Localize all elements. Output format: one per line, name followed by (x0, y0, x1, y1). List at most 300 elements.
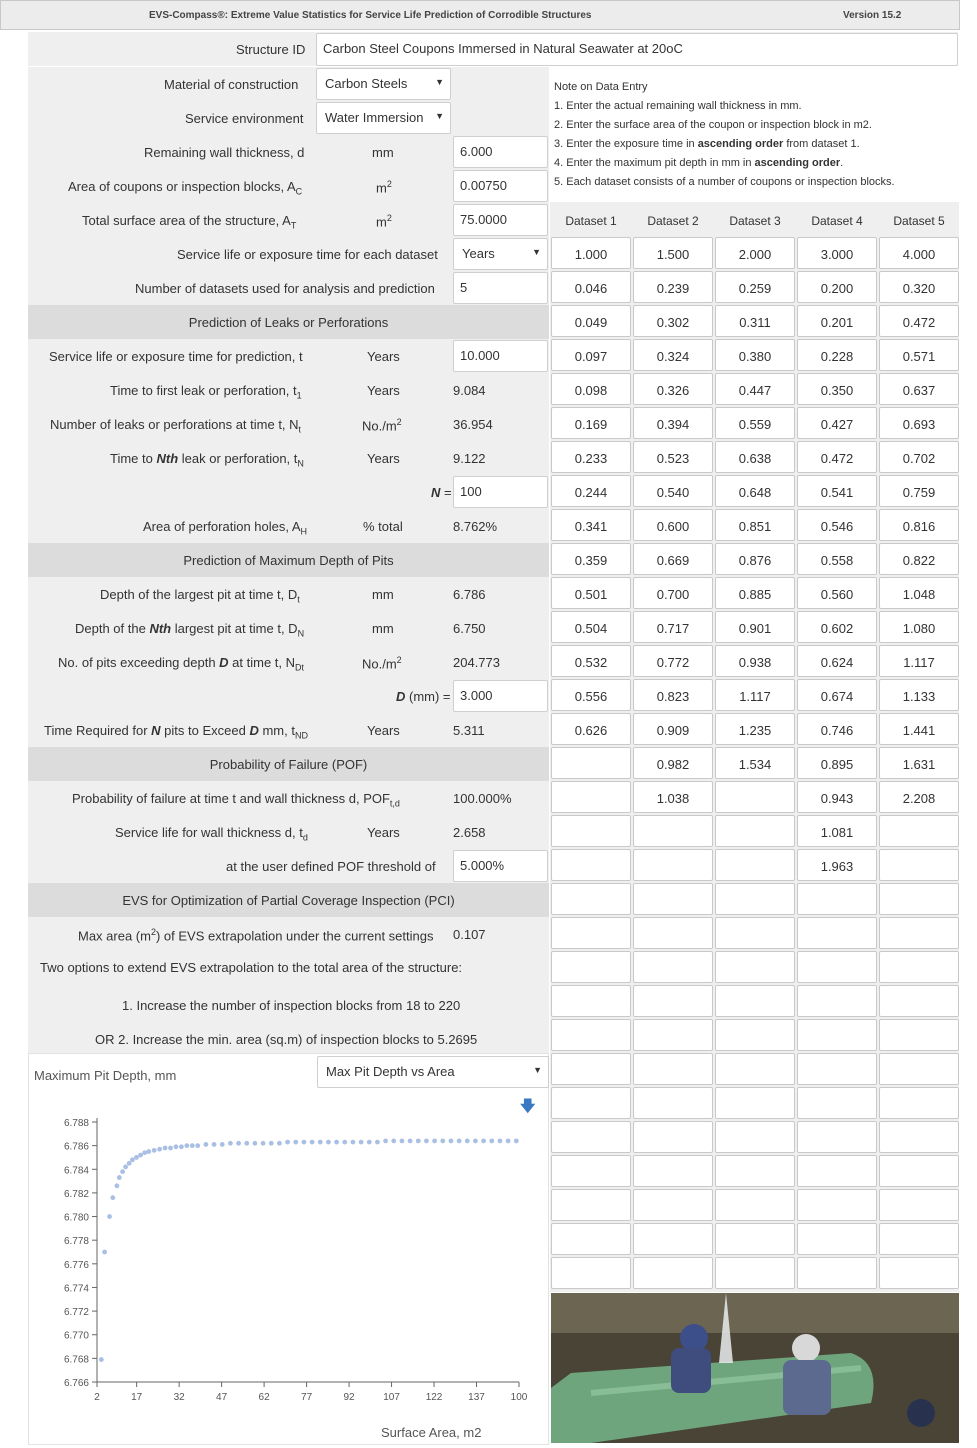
dataset-5-cell[interactable]: 1.048 (879, 577, 959, 609)
x-tick-label: 32 (173, 1392, 185, 1403)
y-tick-label: 6.778 (63, 1236, 89, 1248)
dataset-4-cell[interactable] (797, 1053, 877, 1085)
dataset-4-cell[interactable]: 0.228 (797, 339, 877, 371)
x-tick-label: 122 (425, 1392, 443, 1403)
dataset-4-cell[interactable] (797, 1155, 877, 1187)
data-point (424, 1139, 429, 1144)
x-tick-label: 107 (383, 1392, 400, 1403)
n-input[interactable]: 100 (453, 476, 548, 508)
dataset-3-cell[interactable] (715, 883, 795, 915)
dataset-2-cell[interactable]: 0.239 (633, 271, 713, 303)
dataset-4-cell[interactable]: 0.746 (797, 713, 877, 745)
dataset-3-cell[interactable] (715, 781, 795, 813)
dataset-3-cell[interactable] (715, 1223, 795, 1255)
dataset-2-cell[interactable]: 0.324 (633, 339, 713, 371)
dataset-1-cell[interactable] (551, 1121, 631, 1153)
dataset-2-cell[interactable]: 0.823 (633, 679, 713, 711)
dataset-1-cell[interactable] (551, 883, 631, 915)
datasets-count-input[interactable]: 5 (453, 272, 548, 304)
dataset-5-cell[interactable] (879, 849, 959, 881)
dataset-3-cell[interactable] (715, 1189, 795, 1221)
data-point (489, 1139, 494, 1144)
dataset-4-cell[interactable]: 0.560 (797, 577, 877, 609)
data-point (310, 1140, 315, 1145)
x-tick-label: 2 (94, 1392, 100, 1403)
dataset-3-cell[interactable] (715, 985, 795, 1017)
dataset-3-cell[interactable]: 0.447 (715, 373, 795, 405)
dataset-2-cell[interactable] (633, 917, 713, 949)
dataset-1-cell[interactable] (551, 1257, 631, 1289)
dataset-2-cell[interactable]: 0.302 (633, 305, 713, 337)
data-point (236, 1141, 241, 1146)
total-area-input[interactable]: 75.0000 (453, 204, 548, 236)
data-point (302, 1140, 307, 1145)
download-arrow-icon[interactable]: 🡇 (520, 1098, 536, 1115)
prediction-time-unit: Years (367, 349, 400, 364)
note-title: Note on Data Entry (554, 81, 648, 93)
dataset-3-cell[interactable] (715, 1087, 795, 1119)
leaks-count-value: 36.954 (453, 417, 493, 432)
x-tick-label: 17 (131, 1392, 143, 1403)
dataset-3-cell[interactable] (715, 1019, 795, 1051)
dataset-1-cell[interactable]: 0.097 (551, 339, 631, 371)
dataset-1-cell[interactable]: 0.049 (551, 305, 631, 337)
dataset-5-cell[interactable]: 0.693 (879, 407, 959, 439)
data-point (114, 1183, 119, 1188)
dataset-5-cell[interactable]: 0.822 (879, 543, 959, 575)
dataset-5-cell[interactable]: 0.472 (879, 305, 959, 337)
dataset-3-cell[interactable]: 0.380 (715, 339, 795, 371)
dataset-2-cell[interactable]: 0.394 (633, 407, 713, 439)
data-point (184, 1143, 189, 1148)
nth-leak-unit: Years (367, 451, 400, 466)
service-life-label: Service life for wall thickness d, $t_d$ (115, 825, 308, 843)
pits-section-header: Prediction of Maximum Depth of Pits (28, 543, 549, 577)
dataset-1-cell[interactable]: 0.532 (551, 645, 631, 677)
data-point (212, 1142, 217, 1147)
dataset-4-cell[interactable]: 0.200 (797, 271, 877, 303)
d-input[interactable]: 3.000 (453, 680, 548, 712)
dataset-1-cell[interactable] (551, 1053, 631, 1085)
dataset-2-cell[interactable]: 0.772 (633, 645, 713, 677)
dataset-3-cell[interactable]: 0.851 (715, 509, 795, 541)
largest-pit-unit: mm (372, 587, 394, 602)
dataset-1-cell[interactable]: 0.046 (551, 271, 631, 303)
pits-exceeding-label: No. of pits exceeding depth D at time t, $N_{Dt}$ (58, 655, 305, 673)
dataset-3-cell[interactable]: 0.938 (715, 645, 795, 677)
data-point (127, 1161, 132, 1166)
dataset-3-cell[interactable]: 1.534 (715, 747, 795, 779)
structure-id-label: Structure ID (236, 42, 306, 57)
scatter-plot (29, 1054, 550, 1446)
dataset-3-cell[interactable]: 0.901 (715, 611, 795, 643)
data-point (506, 1139, 511, 1144)
dataset-3-cell[interactable]: 0.648 (715, 475, 795, 507)
dataset-4-cell[interactable] (797, 1257, 877, 1289)
pof-threshold-label: at the user defined POF threshold of (226, 859, 436, 874)
chevron-down-icon: ▼ (435, 77, 444, 87)
dataset-4-cell[interactable] (797, 1223, 877, 1255)
dataset-5-cell[interactable]: 1.441 (879, 713, 959, 745)
dataset-2-cell[interactable] (633, 1155, 713, 1187)
thickness-input[interactable]: 6.000 (453, 136, 548, 168)
dataset-4-cell[interactable] (797, 1121, 877, 1153)
data-point (465, 1139, 470, 1144)
data-point (253, 1141, 258, 1146)
dataset-5-cell[interactable] (879, 1155, 959, 1187)
data-point (514, 1139, 519, 1144)
data-point (416, 1139, 421, 1144)
dataset-5-cell[interactable] (879, 1121, 959, 1153)
dataset-5-cell[interactable]: 0.637 (879, 373, 959, 405)
dataset-1-cell[interactable]: 0.233 (551, 441, 631, 473)
y-tick-label: 6.774 (63, 1283, 89, 1295)
pof-threshold-input[interactable]: 5.000% (453, 850, 548, 882)
data-entry-note (550, 67, 959, 202)
dataset-2-cell[interactable] (633, 1087, 713, 1119)
dataset-5-cell[interactable] (879, 815, 959, 847)
dataset-3-cell[interactable] (715, 951, 795, 983)
time-n-pits-unit: Years (367, 723, 400, 738)
y-tick-label: 6.770 (63, 1330, 89, 1342)
y-tick-label: 6.776 (63, 1259, 89, 1271)
chevron-down-icon: ▼ (532, 247, 541, 257)
dataset-2-cell[interactable] (633, 1053, 713, 1085)
dataset-header-5: Dataset 5 (893, 214, 945, 228)
y-axis (64, 1118, 97, 1389)
dataset-4-cell[interactable]: 0.895 (797, 747, 877, 779)
data-point (498, 1139, 503, 1144)
dataset-1-cell[interactable] (551, 985, 631, 1017)
hole-area-value: 8.762% (453, 519, 498, 534)
note-line-5: 5. Each dataset consists of a number of coupons or inspection blocks. (554, 176, 895, 188)
data-point (351, 1140, 356, 1145)
x-axis (94, 1382, 528, 1403)
dataset-4-cell[interactable] (797, 1087, 877, 1119)
data-point (391, 1139, 396, 1144)
dataset-3-cell[interactable] (715, 849, 795, 881)
dataset-3-cell[interactable]: 0.311 (715, 305, 795, 337)
dataset-grid (550, 202, 959, 1292)
dataset-1-cell[interactable] (551, 747, 631, 779)
y-tick-label: 6.786 (63, 1141, 89, 1153)
time-unit-select-value: Years (462, 246, 495, 261)
dataset-1-cell[interactable]: 0.501 (551, 577, 631, 609)
dataset-2-cell[interactable] (633, 815, 713, 847)
x-tick-label: 92 (343, 1392, 355, 1403)
data-point (408, 1139, 413, 1144)
dataset-5-cell[interactable] (879, 985, 959, 1017)
dataset-5-cell[interactable]: 1.117 (879, 645, 959, 677)
y-tick-label: 6.784 (63, 1165, 89, 1177)
dataset-4-cell[interactable]: 3.000 (797, 237, 877, 269)
largest-pit-value: 6.786 (453, 587, 486, 602)
dataset-4-cell[interactable] (797, 1019, 877, 1051)
dataset-3-cell[interactable] (715, 1121, 795, 1153)
leaks-count-label: Number of leaks or perforations at time t, $N_t$ (50, 417, 302, 435)
y-tick-label: 6.772 (63, 1307, 89, 1319)
data-point (481, 1139, 486, 1144)
dataset-1-cell[interactable]: 0.244 (551, 475, 631, 507)
data-point (269, 1141, 274, 1146)
dataset-2-cell[interactable]: 0.909 (633, 713, 713, 745)
dataset-1-cell[interactable] (551, 815, 631, 847)
hole-area-label: Area of perforation holes, $A_H$ (143, 519, 308, 537)
dataset-5-cell[interactable] (879, 1053, 959, 1085)
options-label: Two options to extend EVS extrapolation to the total area of the structure: (40, 960, 463, 975)
dataset-3-cell[interactable] (715, 917, 795, 949)
option-1-text: 1. Increase the number of inspection blocks from 18 to 220 (122, 998, 461, 1013)
data-point (130, 1157, 135, 1162)
note-line-4: 4. Enter the maximum pit depth in mm in ascending order. (554, 157, 844, 169)
data-point (142, 1150, 147, 1155)
data-point (375, 1140, 380, 1145)
dataset-4-cell[interactable]: 1.963 (797, 849, 877, 881)
dataset-3-cell[interactable] (715, 1053, 795, 1085)
dataset-5-cell[interactable]: 0.816 (879, 509, 959, 541)
nth-leak-value: 9.122 (453, 451, 486, 466)
dataset-5-cell[interactable]: 1.631 (879, 747, 959, 779)
y-tick-label: 6.788 (63, 1118, 89, 1129)
dataset-5-cell[interactable] (879, 1223, 959, 1255)
dataset-2-cell[interactable] (633, 951, 713, 983)
data-point (326, 1140, 331, 1145)
dataset-2-cell[interactable] (633, 1121, 713, 1153)
option-2-text: OR 2. Increase the min. area (sq.m) of inspection blocks to 5.2695 (95, 1032, 478, 1047)
environment-label: Service environment (185, 111, 304, 126)
dataset-2-cell[interactable]: 0.523 (633, 441, 713, 473)
data-point (204, 1142, 209, 1147)
dataset-2-cell[interactable] (633, 1223, 713, 1255)
dataset-4-cell[interactable]: 0.472 (797, 441, 877, 473)
dataset-1-cell[interactable]: 0.169 (551, 407, 631, 439)
hole-area-unit: % total (363, 519, 403, 534)
dataset-2-cell[interactable]: 1.500 (633, 237, 713, 269)
dataset-2-cell[interactable] (633, 985, 713, 1017)
d-label: D (mm) = (396, 689, 451, 704)
data-point (134, 1155, 139, 1160)
y-tick-label: 6.780 (63, 1212, 89, 1224)
dataset-5-cell[interactable]: 1.133 (879, 679, 959, 711)
dataset-4-cell[interactable]: 0.546 (797, 509, 877, 541)
leaks-count-unit: $No./m^2$ (362, 417, 402, 434)
dataset-4-cell[interactable]: 0.350 (797, 373, 877, 405)
chart-type-select-value: Max Pit Depth vs Area (326, 1064, 455, 1079)
dataset-header-3: Dataset 3 (729, 214, 781, 228)
dataset-3-cell[interactable]: 0.876 (715, 543, 795, 575)
dataset-1-cell[interactable] (551, 1019, 631, 1051)
nth-pit-unit: mm (372, 621, 394, 636)
nth-pit-value: 6.750 (453, 621, 486, 636)
dataset-1-cell[interactable] (551, 849, 631, 881)
x-tick-label: 62 (258, 1392, 270, 1403)
dataset-4-cell[interactable]: 0.427 (797, 407, 877, 439)
dataset-1-cell[interactable]: 0.626 (551, 713, 631, 745)
dataset-5-cell[interactable]: 2.208 (879, 781, 959, 813)
datasets-count-label: Number of datasets used for analysis and prediction (135, 281, 435, 296)
dataset-3-cell[interactable] (715, 815, 795, 847)
dataset-1-cell[interactable]: 0.098 (551, 373, 631, 405)
data-point (117, 1175, 122, 1180)
y-tick-label: 6.768 (63, 1354, 89, 1366)
max-area-value: 0.107 (453, 927, 486, 942)
dataset-2-cell[interactable]: 0.540 (633, 475, 713, 507)
note-line-3: 3. Enter the exposure time in ascending order from dataset 1. (554, 138, 860, 150)
dataset-3-cell[interactable]: 1.117 (715, 679, 795, 711)
largest-pit-label: Depth of the largest pit at time t, $D_t$ (100, 587, 300, 605)
first-leak-unit: Years (367, 383, 400, 398)
dataset-5-cell[interactable] (879, 1087, 959, 1119)
pits-exceeding-value: 204.773 (453, 655, 500, 670)
dataset-1-cell[interactable] (551, 1155, 631, 1187)
data-point (120, 1169, 125, 1174)
dataset-5-cell[interactable] (879, 951, 959, 983)
dataset-4-cell[interactable] (797, 1189, 877, 1221)
dataset-2-cell[interactable]: 0.982 (633, 747, 713, 779)
data-point (102, 1250, 107, 1255)
dataset-4-cell[interactable]: 1.081 (797, 815, 877, 847)
first-leak-label: Time to first leak or perforation, $t_1$ (110, 383, 302, 401)
pof-section-header: Probability of Failure (POF) (28, 747, 549, 781)
structure-id-input[interactable]: Carbon Steel Coupons Immersed in Natural Seawater at 20oC (316, 33, 958, 66)
dataset-1-cell[interactable] (551, 781, 631, 813)
dataset-4-cell[interactable]: 0.624 (797, 645, 877, 677)
pof-label: Probability of failure at time t and wall thickness d, $POF_{t,d}$ (72, 791, 400, 809)
dataset-3-cell[interactable]: 1.235 (715, 713, 795, 745)
data-point (195, 1143, 200, 1148)
dataset-5-cell[interactable] (879, 917, 959, 949)
dataset-5-cell[interactable] (879, 1257, 959, 1289)
dataset-3-cell[interactable]: 0.559 (715, 407, 795, 439)
data-point (318, 1140, 323, 1145)
dataset-4-cell[interactable]: 0.674 (797, 679, 877, 711)
dataset-3-cell[interactable]: 2.000 (715, 237, 795, 269)
dataset-2-cell[interactable] (633, 849, 713, 881)
dataset-1-cell[interactable]: 0.556 (551, 679, 631, 711)
dataset-2-cell[interactable]: 0.326 (633, 373, 713, 405)
data-point (179, 1144, 184, 1149)
dataset-4-cell[interactable] (797, 883, 877, 915)
dataset-5-cell[interactable] (879, 1019, 959, 1051)
data-point (107, 1214, 112, 1219)
service-life-value: 2.658 (453, 825, 486, 840)
data-point (138, 1153, 143, 1158)
dataset-4-cell[interactable]: 0.541 (797, 475, 877, 507)
nth-pit-label: Depth of the Nth largest pit at time t, $D_N$ (75, 621, 305, 639)
material-select-value: Carbon Steels (325, 76, 408, 91)
dataset-header-4: Dataset 4 (811, 214, 863, 228)
dataset-3-cell[interactable] (715, 1257, 795, 1289)
dataset-3-cell[interactable]: 0.638 (715, 441, 795, 473)
data-point (449, 1139, 454, 1144)
dataset-1-cell[interactable] (551, 1189, 631, 1221)
service-time-label: Service life or exposure time for each dataset (177, 247, 438, 262)
dataset-1-cell[interactable]: 0.504 (551, 611, 631, 643)
data-point (432, 1139, 437, 1144)
dataset-2-cell[interactable]: 1.038 (633, 781, 713, 813)
dataset-3-cell[interactable]: 0.885 (715, 577, 795, 609)
prediction-time-input[interactable]: 10.000 (453, 340, 548, 372)
dataset-1-cell[interactable] (551, 1087, 631, 1119)
data-point (400, 1139, 405, 1144)
dataset-5-cell[interactable]: 0.702 (879, 441, 959, 473)
coupon-area-unit: $m^2$ (376, 179, 392, 196)
data-point (163, 1146, 168, 1151)
data-series (99, 1139, 519, 1362)
dataset-2-cell[interactable]: 0.669 (633, 543, 713, 575)
dataset-5-cell[interactable]: 4.000 (879, 237, 959, 269)
dataset-2-cell[interactable]: 0.717 (633, 611, 713, 643)
total-area-unit: $m^2$ (376, 213, 392, 230)
dataset-1-cell[interactable] (551, 1223, 631, 1255)
dataset-4-cell[interactable]: 0.943 (797, 781, 877, 813)
thickness-label: Remaining wall thickness, d (144, 145, 305, 160)
dataset-1-cell[interactable]: 1.000 (551, 237, 631, 269)
dataset-3-cell[interactable]: 0.259 (715, 271, 795, 303)
dataset-4-cell[interactable] (797, 917, 877, 949)
dataset-5-cell[interactable] (879, 1189, 959, 1221)
dataset-1-cell[interactable]: 0.359 (551, 543, 631, 575)
dataset-5-cell[interactable]: 0.759 (879, 475, 959, 507)
time-n-pits-value: 5.311 (453, 723, 485, 738)
dataset-5-cell[interactable]: 0.320 (879, 271, 959, 303)
data-point (334, 1140, 339, 1145)
data-point (293, 1140, 298, 1145)
dataset-2-cell[interactable]: 0.600 (633, 509, 713, 541)
dataset-4-cell[interactable]: 0.602 (797, 611, 877, 643)
dataset-5-cell[interactable] (879, 883, 959, 915)
dataset-header-2: Dataset 2 (647, 214, 699, 228)
dataset-5-cell[interactable]: 1.080 (879, 611, 959, 643)
dataset-2-cell[interactable] (633, 883, 713, 915)
dataset-1-cell[interactable] (551, 917, 631, 949)
environment-select[interactable] (316, 102, 451, 134)
material-select[interactable] (316, 68, 451, 100)
coupon-area-label: Area of coupons or inspection blocks, $A_C$ (68, 179, 303, 197)
material-label: Material of construction (164, 77, 299, 92)
x-tick-label: 77 (301, 1392, 313, 1403)
dataset-4-cell[interactable] (797, 985, 877, 1017)
dataset-2-cell[interactable] (633, 1257, 713, 1289)
data-point (277, 1141, 282, 1146)
data-point (157, 1147, 162, 1152)
x-tick-label: 137 (468, 1392, 485, 1403)
pipeline-leak-photo (551, 1293, 959, 1443)
note-line-1: 1. Enter the actual remaining wall thickness in mm. (554, 100, 802, 112)
dataset-5-cell[interactable]: 0.571 (879, 339, 959, 371)
data-point (342, 1140, 347, 1145)
dataset-3-cell[interactable] (715, 1155, 795, 1187)
dataset-2-cell[interactable]: 0.700 (633, 577, 713, 609)
dataset-2-cell[interactable] (633, 1189, 713, 1221)
dataset-4-cell[interactable]: 0.558 (797, 543, 877, 575)
dataset-1-cell[interactable] (551, 951, 631, 983)
dataset-4-cell[interactable] (797, 951, 877, 983)
coupon-area-input[interactable]: 0.00750 (453, 170, 548, 202)
data-point (244, 1141, 249, 1146)
y-tick-label: 6.782 (63, 1188, 89, 1200)
dataset-1-cell[interactable]: 0.341 (551, 509, 631, 541)
data-point (123, 1165, 128, 1170)
dataset-4-cell[interactable]: 0.201 (797, 305, 877, 337)
chart-panel (28, 1053, 549, 1445)
dataset-2-cell[interactable] (633, 1019, 713, 1051)
time-unit-select[interactable] (453, 238, 548, 270)
first-leak-value: 9.084 (453, 383, 486, 398)
dataset-header-1: Dataset 1 (565, 214, 617, 228)
chevron-down-icon: ▼ (533, 1065, 542, 1075)
data-point (457, 1139, 462, 1144)
